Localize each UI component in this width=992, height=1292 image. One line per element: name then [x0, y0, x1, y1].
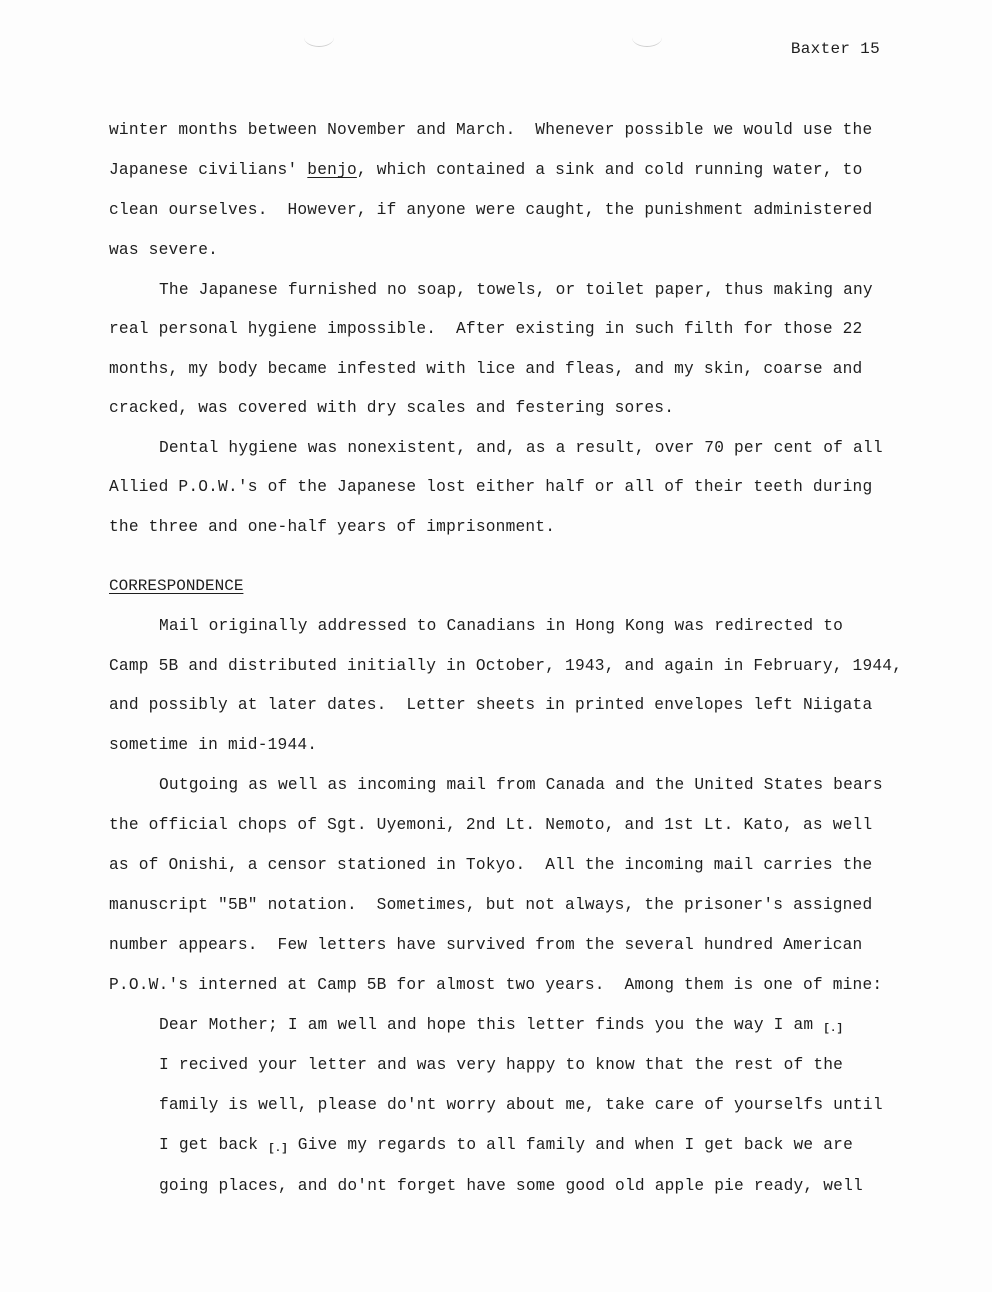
- letter-line: [159, 1015, 843, 1039]
- section-heading: CORRESPONDENCE: [109, 577, 244, 595]
- editorial-bracket: [.]: [268, 1143, 288, 1155]
- letter-line: I recived your letter and was very happy to know that the rest of the: [159, 1056, 844, 1074]
- text-line: sometime in mid-1944.: [109, 736, 318, 754]
- text-line: Camp 5B and distributed initially in October, 1943, and again in February, 1944,: [109, 657, 903, 675]
- text-segment: Dear Mother; I am well and hope this letter finds you the way I am: [159, 1016, 824, 1034]
- text-line: number appears. Few letters have survived from the several hundred American: [109, 936, 863, 954]
- text-line: Dental hygiene was nonexistent, and, as a result, over 70 per cent of all: [159, 439, 883, 457]
- text-line: the official chops of Sgt. Uyemoni, 2nd Lt. Nemoto, and 1st Lt. Kato, as well: [109, 816, 873, 834]
- text-line: the three and one-half years of imprisonment.: [109, 518, 556, 536]
- text-line: months, my body became infested with lice and fleas, and my skin, coarse and: [109, 360, 863, 378]
- page-header: Baxter 15: [790, 40, 880, 58]
- text-line: P.O.W.'s interned at Camp 5B for almost two years. Among them is one of mine:: [109, 976, 883, 994]
- letter-line: family is well, please do'nt worry about me, take care of yourselfs until: [159, 1096, 883, 1114]
- text-segment: Give my regards to all family and when I get back we are: [287, 1136, 853, 1154]
- punch-hole-mark: [304, 28, 334, 47]
- text-line: clean ourselves. However, if anyone were caught, the punishment administered: [109, 201, 873, 219]
- punch-hole-mark: [632, 28, 662, 47]
- text-line: manuscript "5B" notation. Sometimes, but not always, the prisoner's assigned: [109, 896, 873, 914]
- text-line: Allied P.O.W.'s of the Japanese lost either half or all of their teeth during: [109, 478, 873, 496]
- text-line: The Japanese furnished no soap, towels, or toilet paper, thus making any: [159, 281, 873, 299]
- text-line: Mail originally addressed to Canadians in Hong Kong was redirected to: [159, 617, 844, 635]
- text-line: was severe.: [109, 241, 219, 259]
- text-segment: Japanese civilians': [109, 161, 308, 179]
- text-line: [109, 160, 863, 180]
- text-segment: I get back: [159, 1136, 269, 1154]
- text-line: Outgoing as well as incoming mail from Canada and the United States bears: [159, 776, 883, 794]
- letter-line: [159, 1135, 853, 1159]
- underlined-term: benjo: [307, 161, 357, 179]
- text-line: and possibly at later dates. Letter sheets in printed envelopes left Niigata: [109, 696, 873, 714]
- text-line: real personal hygiene impossible. After existing in such filth for those 22: [109, 320, 863, 338]
- text-line: winter months between November and March. Whenever possible we would use the: [109, 121, 873, 139]
- text-line: cracked, was covered with dry scales and festering sores.: [109, 399, 675, 417]
- text-segment: , which contained a sink and cold running water, to: [356, 161, 863, 179]
- text-line: as of Onishi, a censor stationed in Tokyo. All the incoming mail carries the: [109, 856, 873, 874]
- letter-line: going places, and do'nt forget have some good old apple pie ready, well: [159, 1177, 863, 1195]
- editorial-bracket: [.]: [823, 1023, 844, 1035]
